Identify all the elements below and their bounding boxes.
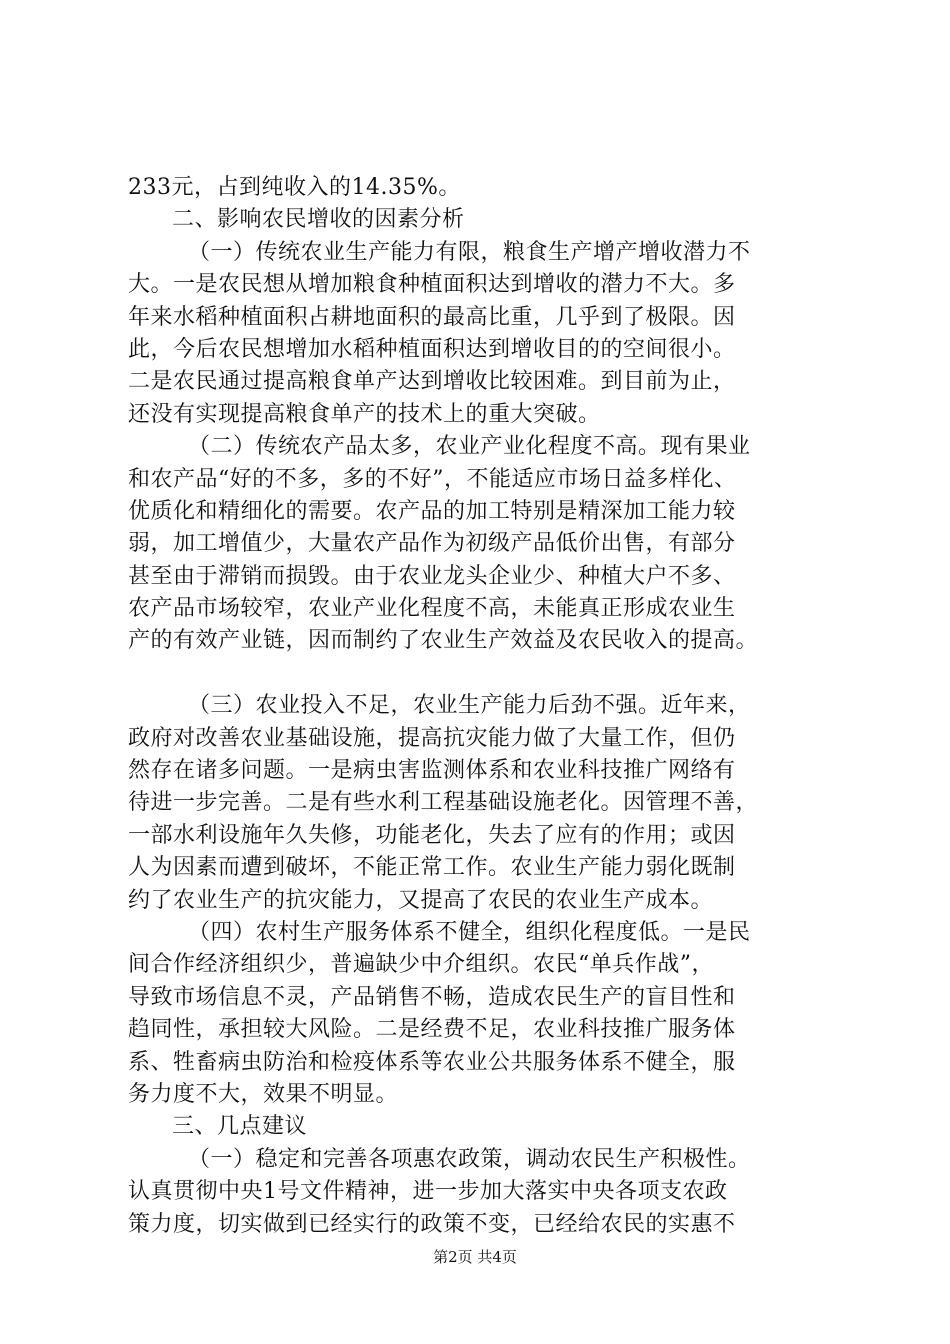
text-line: 一部水利设施年久失修，功能老化，失去了应有的作用；或因	[128, 822, 736, 848]
text-line: 产的有效产业链，因而制约了农业生产效益及农民收入的提高。	[128, 628, 759, 654]
text-line: 认真贯彻中央1号文件精神，进一步加大落实中央各项支农政	[128, 1179, 728, 1205]
text-line: 弱，加工增值少，大量农产品作为初级产品低价出售，有部分	[128, 531, 736, 557]
section-heading: 二、影响农民增收的因素分析	[172, 207, 465, 233]
page-number-footer: 第2页 共4页	[433, 1248, 517, 1266]
text-line: 约了农业生产的抗灾能力，又提高了农民的农业生产成本。	[128, 887, 714, 913]
paragraph-gap	[128, 658, 850, 690]
text-line: 此，今后农民想增加水稻种植面积达到增收目的的空间很小。	[128, 336, 736, 362]
text-line: （二）传统农产品太多，农业产业化程度不高。现有果业	[188, 434, 751, 460]
text-line: 大。一是农民想从增加粮食种植面积达到增收的潜力不大。多	[128, 272, 736, 298]
text-line: 农产品市场较窄，农业产业化程度不高，未能真正形成农业生	[128, 596, 736, 622]
text-line: 趋同性，承担较大风险。二是经费不足，农业科技推广服务体	[128, 1017, 736, 1043]
text-line: 导致市场信息不灵，产品销售不畅，造成农民生产的盲目性和	[128, 984, 736, 1010]
text-line: 233元，占到纯收入的14.35%。	[128, 175, 461, 200]
text-line: 务力度不大，效果不明显。	[128, 1081, 399, 1107]
text-line: 年来水稻种植面积占耕地面积的最高比重，几乎到了极限。因	[128, 304, 736, 330]
text-line: 优质化和精细化的需要。农产品的加工特别是精深加工能力较	[128, 498, 736, 524]
text-line: （一）稳定和完善各项惠农政策，调动农民生产积极性。	[188, 1146, 751, 1172]
text-line: （三）农业投入不足，农业生产能力后劲不强。近年来，	[188, 693, 751, 719]
text-line: 甚至由于滞销而损毁。由于农业龙头企业少、种植大户不多、	[128, 563, 736, 589]
text-line: （一）传统农业生产能力有限，粮食生产增产增收潜力不	[188, 239, 751, 265]
text-line: 还没有实现提高粮食单产的技术上的重大突破。	[128, 401, 601, 427]
text-line: 人为因素而遭到破坏，不能正常工作。农业生产能力弱化既制	[128, 855, 736, 881]
document-body	[128, 172, 850, 1241]
text-line: 二是农民通过提高粮食单产达到增收比较困难。到目前为止，	[128, 369, 736, 395]
text-line: 策力度，切实做到已经实行的政策不变，已经给农民的实惠不	[128, 1211, 736, 1237]
text-line: （四）农村生产服务体系不健全，组织化程度低。一是民	[188, 919, 751, 945]
text-line: 待进一步完善。二是有些水利工程基础设施老化。因管理不善，	[128, 790, 759, 816]
text-line: 政府对改善农业基础设施，提高抗灾能力做了大量工作，但仍	[128, 725, 736, 751]
text-line: 和农产品“好的不多，多的不好”，不能适应市场日益多样化、	[128, 466, 737, 492]
text-line: 系、牲畜病虫防治和检疫体系等农业公共服务体系不健全，服	[128, 1049, 736, 1075]
text-line: 然存在诸多问题。一是病虫害监测体系和农业科技推广网络有	[128, 758, 736, 784]
section-heading: 三、几点建议	[172, 1114, 308, 1140]
text-line: 间合作经济组织少，普遍缺少中介组织。农民“单兵作战”，	[128, 952, 714, 978]
